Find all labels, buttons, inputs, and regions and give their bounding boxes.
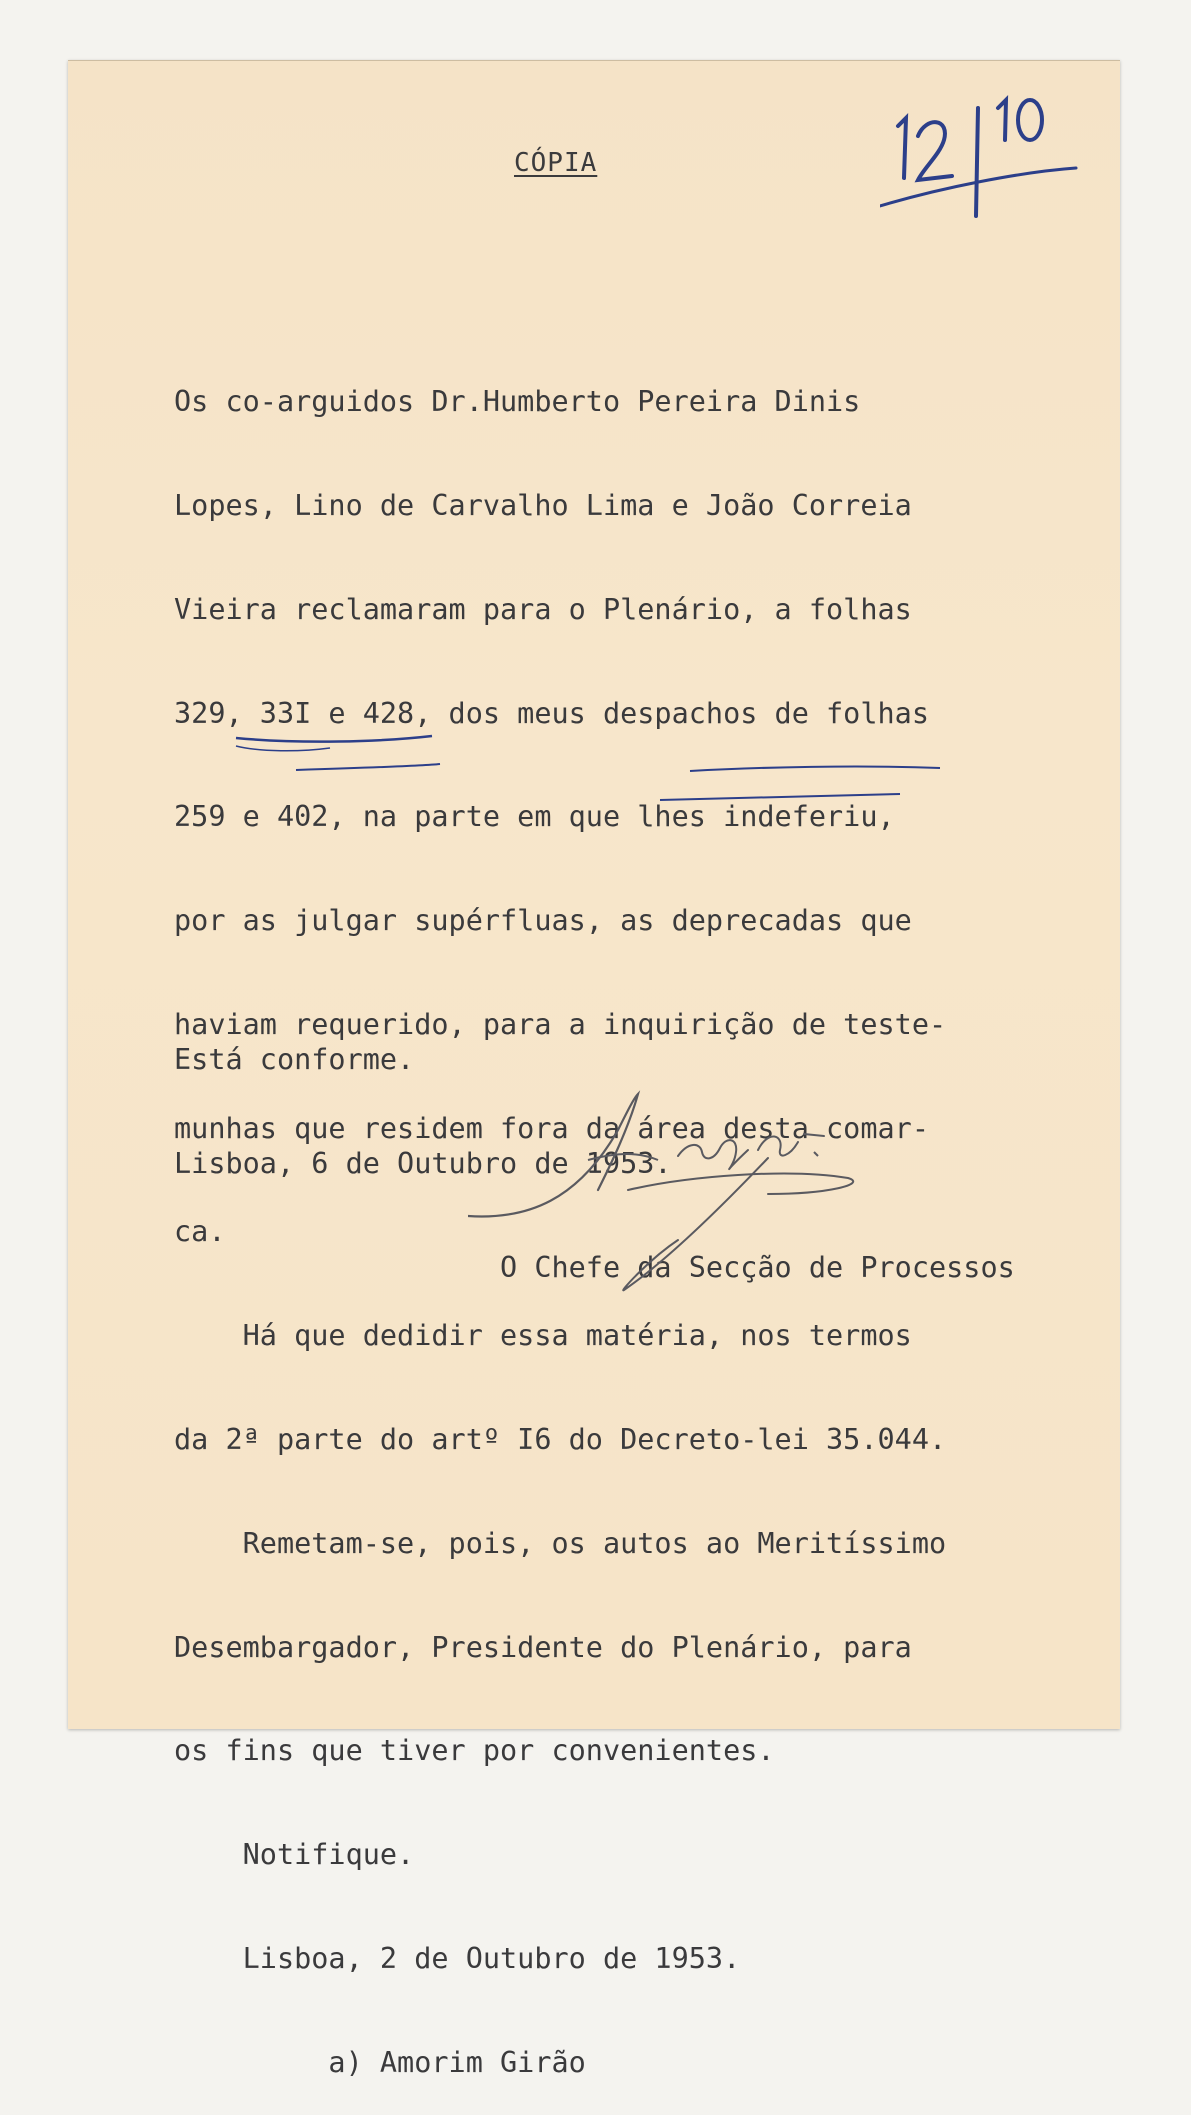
body-line: Os co-arguidos Dr.Humberto Pereira Dinis (174, 385, 861, 419)
body-line: Lisboa, 2 de Outubro de 1953. (174, 1941, 741, 1975)
body-line: haviam requerido, para a inquirição de teste- (174, 1007, 947, 1041)
body-line: os fins que tiver por convenientes. (174, 1734, 775, 1768)
conformity-line: O Chefe da Secção de Processos (174, 1250, 1015, 1284)
body-line: por as julgar supérfluas, as deprecadas que (174, 904, 912, 938)
body-line: Vieira reclamaram para o Plenário, a folhas (174, 592, 912, 626)
body-line: Desembargador, Presidente do Plenário, para (174, 1630, 912, 1664)
body-line: da 2ª parte do artº I6 do Decreto-lei 35.044. (174, 1423, 947, 1456)
body-line: 329, 33I e 428, dos meus despachos de folhas (174, 696, 929, 730)
document-heading: CÓPIA (514, 148, 598, 178)
conformity-line: Lisboa, 6 de Outubro de 1953. (174, 1146, 672, 1180)
body-line: ca. (174, 1215, 226, 1249)
body-line: a) Amorim Girão (174, 2045, 586, 2079)
handwritten-signature (468, 1090, 908, 1300)
body-line: Notifique. (174, 1838, 415, 1872)
conformity-line: Está conforme. (174, 1043, 415, 1077)
body-line: Remetam-se, pois, os autos ao Meritíssimo (174, 1526, 947, 1560)
body-line: Lopes, Lino de Carvalho Lima e João Correia (174, 488, 912, 522)
body-line: 259 e 402, na parte em que lhes indeferiu, (174, 800, 895, 834)
body-line: Há que dedidir essa matéria, nos termos (174, 1319, 912, 1353)
body-line: munhas que residem fora da área desta comar- (174, 1111, 929, 1145)
folio-handwriting (880, 88, 1100, 218)
